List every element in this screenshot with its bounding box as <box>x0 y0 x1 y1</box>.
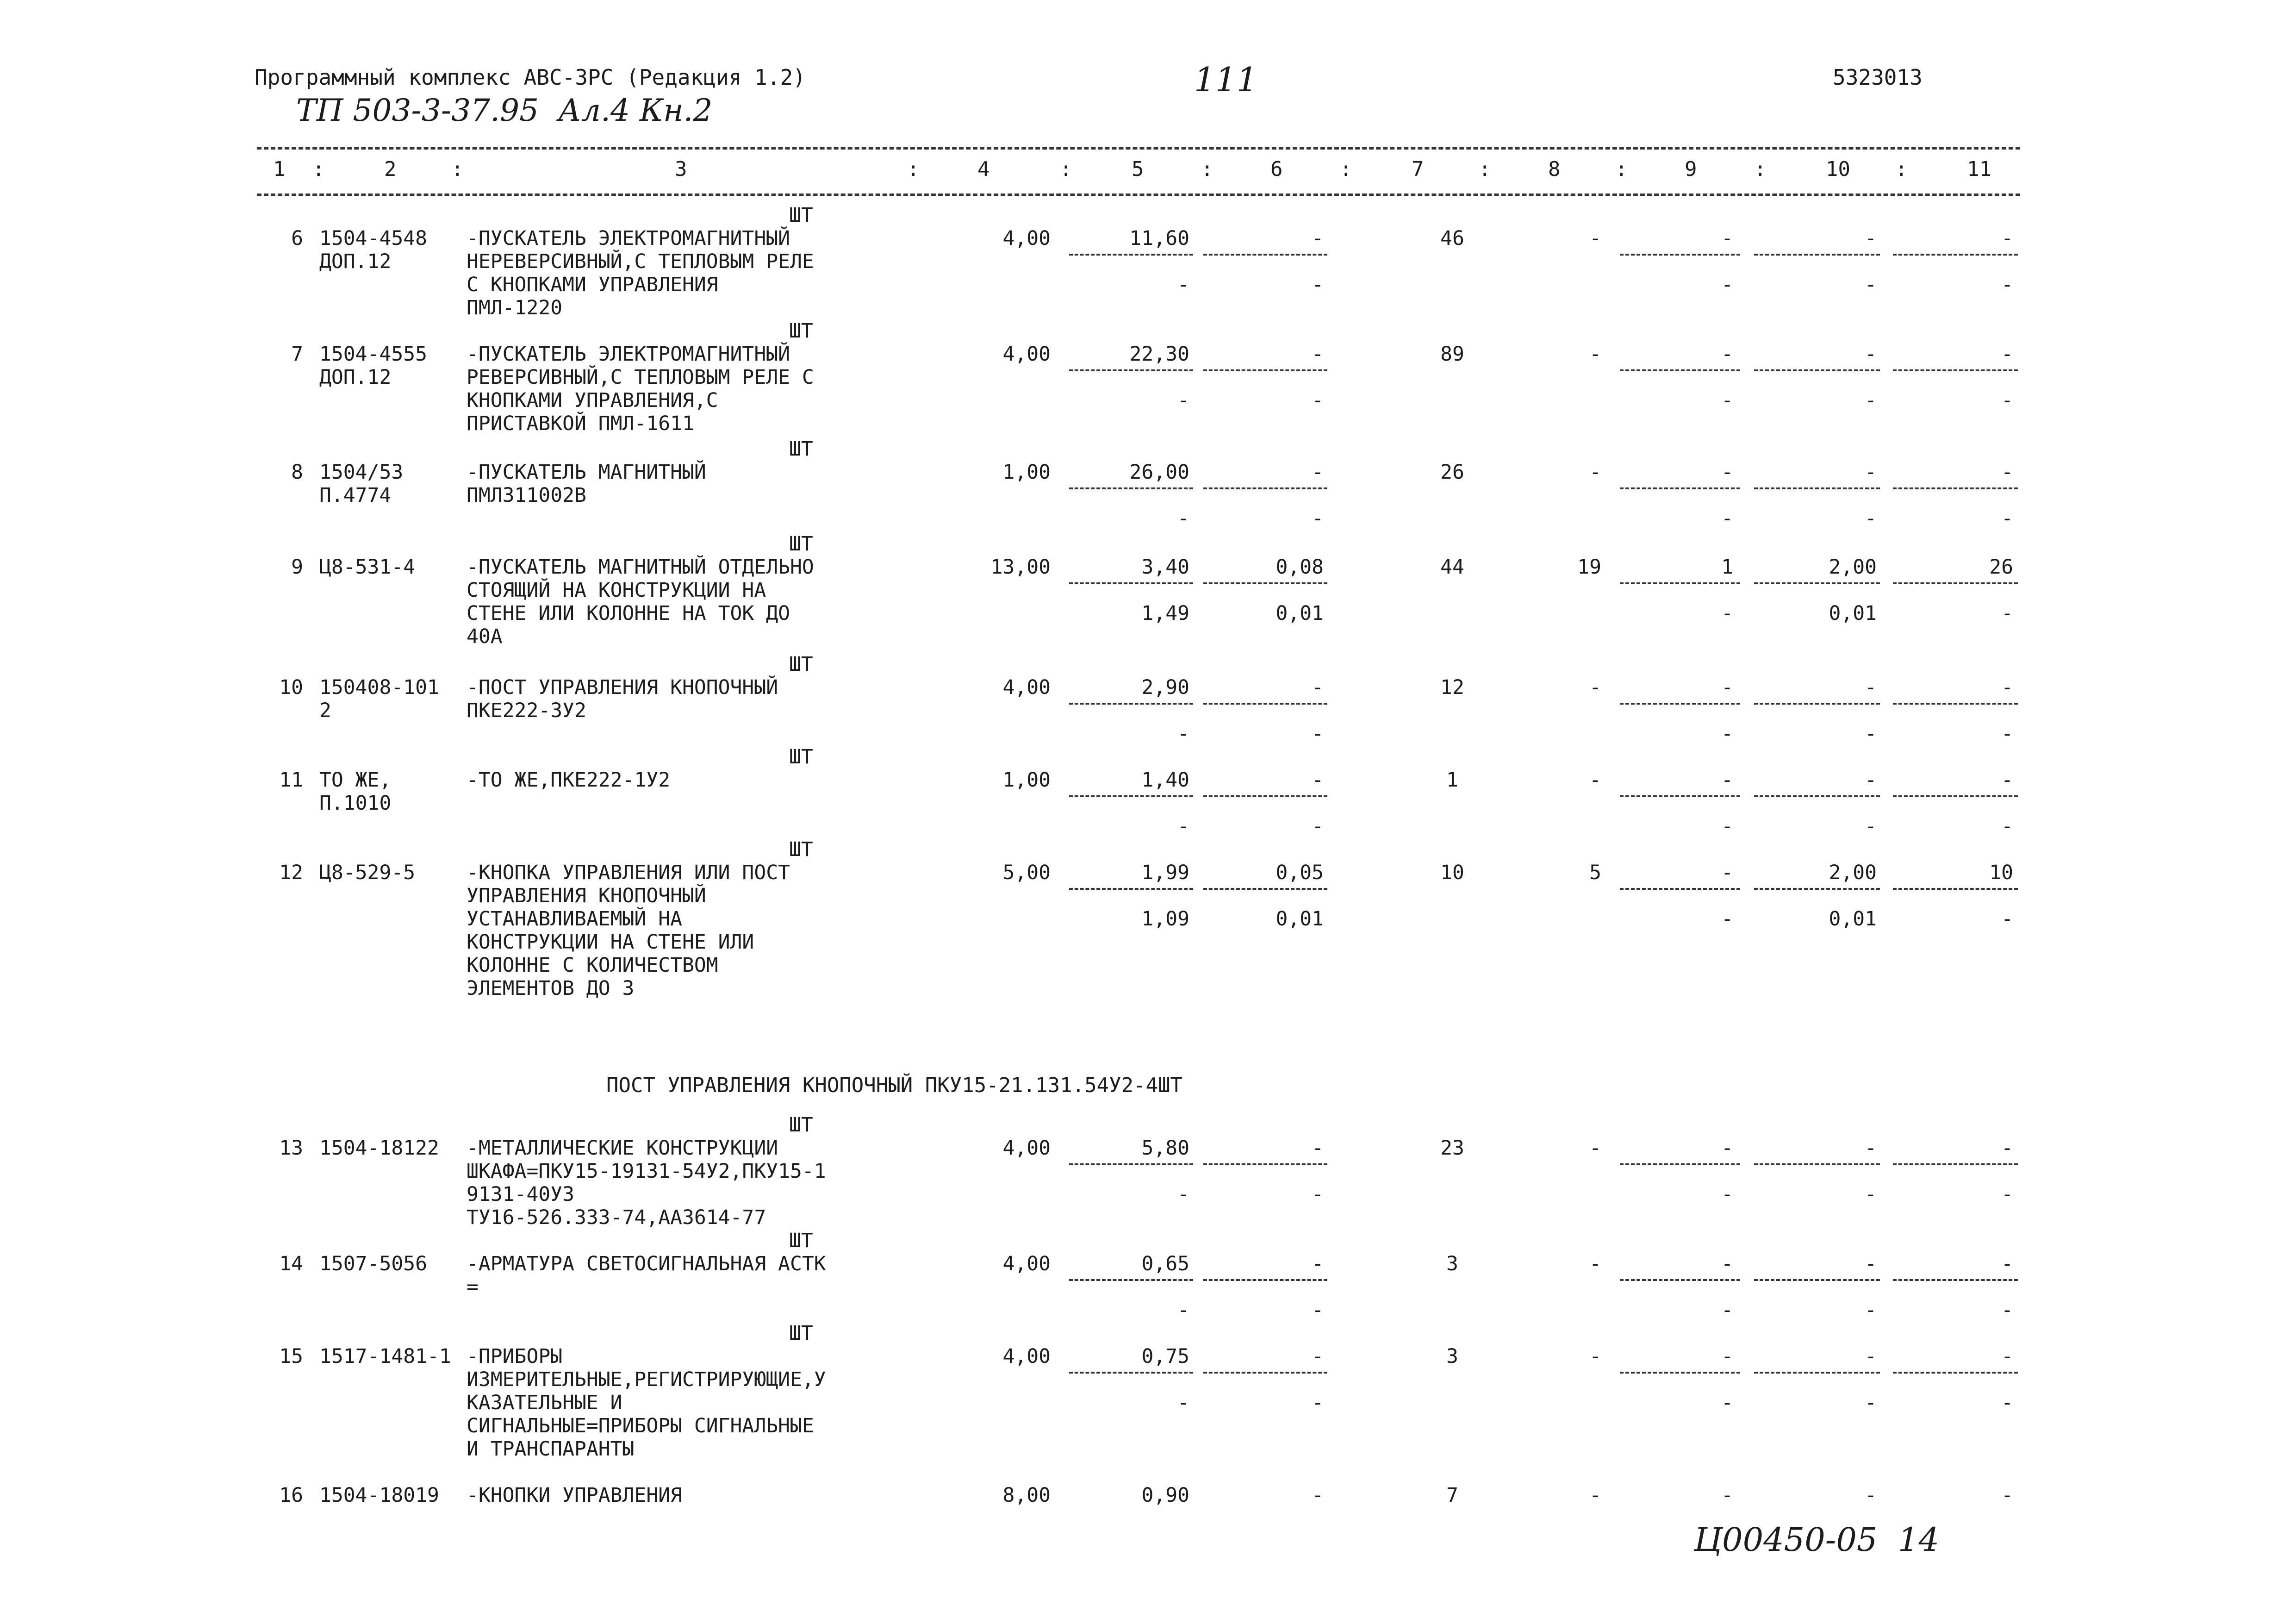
value-c6-lower: - <box>1312 507 1324 530</box>
column-number-11: 11 <box>1967 157 1991 181</box>
row-number: 6 <box>291 227 303 250</box>
value-c5: 3,40 <box>1141 556 1189 579</box>
resource-description: КОНСТРУКЦИИ НА СТЕНЕ ИЛИ <box>467 931 754 954</box>
cell-divider <box>1893 1372 2018 1374</box>
resource-description: = <box>467 1275 479 1299</box>
cell-divider <box>1069 795 1193 797</box>
cell-divider <box>1754 487 1880 489</box>
value-c7: 44 <box>1440 556 1464 579</box>
resource-description: СИГНАЛЬНЫЕ=ПРИБОРЫ СИГНАЛЬНЫЕ <box>467 1414 814 1437</box>
document-code: 5323013 <box>1833 65 1923 90</box>
value-c11: - <box>2001 768 2013 792</box>
cell-divider <box>1754 1279 1880 1281</box>
value-c7: 26 <box>1440 461 1464 484</box>
value-c9-lower: - <box>1721 1183 1733 1206</box>
value-c8: - <box>1589 227 1601 250</box>
value-c9-lower: - <box>1721 1391 1733 1414</box>
value-c9: - <box>1721 227 1733 250</box>
value-c9-lower: - <box>1721 1299 1733 1322</box>
value-c11: - <box>2001 227 2013 250</box>
quantity-value: 4,00 <box>1002 676 1051 699</box>
resource-code: 1517-1481-1 <box>319 1345 451 1368</box>
value-c9-lower: - <box>1721 389 1733 412</box>
value-c9-lower: - <box>1721 907 1733 931</box>
value-c11-lower: - <box>2001 907 2013 931</box>
cell-divider <box>1754 888 1880 890</box>
value-c8: - <box>1589 1252 1601 1275</box>
column-separator: : <box>312 157 325 181</box>
cell-divider <box>1620 888 1740 890</box>
value-c6: - <box>1312 768 1324 792</box>
value-c10: - <box>1865 676 1877 699</box>
cell-divider <box>1893 487 2018 489</box>
value-c7: 46 <box>1440 227 1464 250</box>
cell-divider <box>1620 703 1740 705</box>
value-c6: - <box>1312 227 1324 250</box>
unit-label: ШТ <box>789 653 813 676</box>
resource-description: 40А <box>467 625 503 648</box>
value-c5: 1,40 <box>1141 768 1189 792</box>
resource-code: ДОП.12 <box>319 366 392 389</box>
cell-divider <box>1203 795 1327 797</box>
value-c11: - <box>2001 1484 2013 1507</box>
resource-code: 2 <box>319 699 331 722</box>
value-c10: - <box>1865 343 1877 366</box>
resource-code: 1504-18122 <box>319 1137 439 1160</box>
column-separator: : <box>1754 157 1767 181</box>
value-c10-lower: - <box>1865 273 1877 296</box>
value-c8: - <box>1589 461 1601 484</box>
column-separator: : <box>451 157 464 181</box>
value-c11: - <box>2001 343 2013 366</box>
cell-divider <box>1620 1279 1740 1281</box>
value-c10: 2,00 <box>1829 861 1877 884</box>
cell-divider <box>1620 254 1740 256</box>
value-c5: 5,80 <box>1141 1137 1189 1160</box>
value-c10: - <box>1865 1345 1877 1368</box>
resource-code: ТО ЖЕ, <box>319 768 392 792</box>
resource-description: СТОЯЩИЙ НА КОНСТРУКЦИИ НА <box>467 579 766 602</box>
value-c10: - <box>1865 1484 1877 1507</box>
unit-label: ШТ <box>789 532 813 556</box>
value-c6-lower: - <box>1312 1299 1324 1322</box>
value-c9: - <box>1721 1137 1733 1160</box>
project-reference: ТП 503-3-37.95 Ал.4 Кн.2 <box>296 93 713 128</box>
resource-description: КОЛОННЕ С КОЛИЧЕСТВОМ <box>467 954 718 977</box>
resource-description: УСТАНАВЛИВАЕМЫЙ НА <box>467 907 682 931</box>
value-c11-lower: - <box>2001 1183 2013 1206</box>
resource-code: 150408-101 <box>319 676 439 699</box>
quantity-value: 8,00 <box>1002 1484 1051 1507</box>
value-c9: - <box>1721 676 1733 699</box>
resource-description: ЭЛЕМЕНТОВ ДО 3 <box>467 977 635 1000</box>
value-c7: 3 <box>1446 1345 1458 1368</box>
cell-divider <box>1893 1279 2018 1281</box>
resource-code: 1504/53 <box>319 461 404 484</box>
value-c10-lower: 0,01 <box>1829 602 1877 625</box>
value-c6: - <box>1312 461 1324 484</box>
value-c11: - <box>2001 461 2013 484</box>
cell-divider <box>1754 1163 1880 1165</box>
value-c9-lower: - <box>1721 815 1733 838</box>
value-c11: 26 <box>1989 556 2013 579</box>
value-c10-lower: - <box>1865 389 1877 412</box>
value-c8: 5 <box>1589 861 1601 884</box>
value-c10-lower: - <box>1865 1299 1877 1322</box>
value-c9: - <box>1721 768 1733 792</box>
value-c11-lower: - <box>2001 1299 2013 1322</box>
resource-code: 1504-4555 <box>319 343 427 366</box>
resource-description: -ПУСКАТЕЛЬ МАГНИТНЫЙ <box>467 461 706 484</box>
value-c7: 12 <box>1440 676 1464 699</box>
value-c10-lower: - <box>1865 507 1877 530</box>
cell-divider <box>1203 703 1327 705</box>
column-separator: : <box>1479 157 1491 181</box>
value-c9: - <box>1721 1345 1733 1368</box>
value-c7: 3 <box>1446 1252 1458 1275</box>
unit-label: ШТ <box>789 437 813 461</box>
column-separator: : <box>1340 157 1352 181</box>
resource-code: П.1010 <box>319 792 392 815</box>
program-header: Программный комплекс АВС-3РС (Редакция 1.2) <box>255 65 806 90</box>
value-c5-lower: 1,49 <box>1141 602 1189 625</box>
quantity-value: 5,00 <box>1002 861 1051 884</box>
value-c9-lower: - <box>1721 722 1733 745</box>
value-c5-lower: - <box>1177 1183 1189 1206</box>
value-c5-lower: - <box>1177 273 1189 296</box>
value-c9: - <box>1721 461 1733 484</box>
value-c8: - <box>1589 343 1601 366</box>
value-c6: - <box>1312 343 1324 366</box>
value-c9-lower: - <box>1721 273 1733 296</box>
value-c11-lower: - <box>2001 273 2013 296</box>
header-bottom-rule <box>257 194 2020 196</box>
value-c5: 26,00 <box>1129 461 1189 484</box>
row-number: 16 <box>279 1484 303 1507</box>
value-c9-lower: - <box>1721 602 1733 625</box>
value-c6-lower: - <box>1312 722 1324 745</box>
cell-divider <box>1754 1372 1880 1374</box>
page-number: 111 <box>1194 60 1258 99</box>
cell-divider <box>1754 369 1880 371</box>
cell-divider <box>1203 254 1327 256</box>
column-number-8: 8 <box>1548 157 1561 181</box>
cell-divider <box>1203 487 1327 489</box>
value-c9: - <box>1721 1484 1733 1507</box>
resource-description: -КНОПКИ УПРАВЛЕНИЯ <box>467 1484 682 1507</box>
quantity-value: 4,00 <box>1002 1345 1051 1368</box>
cell-divider <box>1893 582 2018 584</box>
quantity-value: 4,00 <box>1002 1252 1051 1275</box>
value-c11: - <box>2001 1252 2013 1275</box>
quantity-value: 4,00 <box>1002 227 1051 250</box>
value-c6-lower: - <box>1312 389 1324 412</box>
value-c6: - <box>1312 1252 1324 1275</box>
value-c10: - <box>1865 1252 1877 1275</box>
value-c10-lower: - <box>1865 1391 1877 1414</box>
value-c5-lower: 1,09 <box>1141 907 1189 931</box>
value-c8: - <box>1589 1345 1601 1368</box>
cell-divider <box>1203 1279 1327 1281</box>
value-c5: 11,60 <box>1129 227 1189 250</box>
quantity-value: 1,00 <box>1002 768 1051 792</box>
resource-description: ШКАФА=ПКУ15-19131-54У2,ПКУ15-1 <box>467 1160 826 1183</box>
column-number-7: 7 <box>1412 157 1424 181</box>
resource-code: 1504-18019 <box>319 1484 439 1507</box>
value-c6-lower: 0,01 <box>1276 907 1324 931</box>
resource-description: -ПУСКАТЕЛЬ ЭЛЕКТРОМАГНИТНЫЙ <box>467 227 790 250</box>
row-number: 11 <box>279 768 303 792</box>
resource-description: ИЗМЕРИТЕЛЬНЫЕ,РЕГИСТРИРУЮЩИЕ,У <box>467 1368 826 1391</box>
cell-divider <box>1069 1163 1193 1165</box>
cell-divider <box>1620 1372 1740 1374</box>
value-c11: 10 <box>1989 861 2013 884</box>
cell-divider <box>1620 582 1740 584</box>
resource-description: -КНОПКА УПРАВЛЕНИЯ ИЛИ ПОСТ <box>467 861 790 884</box>
value-c8: - <box>1589 1137 1601 1160</box>
cell-divider <box>1069 254 1193 256</box>
cell-divider <box>1069 888 1193 890</box>
value-c5-lower: - <box>1177 1391 1189 1414</box>
column-number-9: 9 <box>1685 157 1697 181</box>
value-c7: 7 <box>1446 1484 1458 1507</box>
section-title: ПОСТ УПРАВЛЕНИЯ КНОПОЧНЫЙ ПКУ15-21.131.54У2-4ШТ <box>606 1074 1183 1097</box>
value-c6-lower: - <box>1312 1391 1324 1414</box>
resource-description: -ПОСТ УПРАВЛЕНИЯ КНОПОЧНЫЙ <box>467 676 778 699</box>
cell-divider <box>1893 888 2018 890</box>
resource-code: П.4774 <box>319 484 392 507</box>
row-number: 8 <box>291 461 303 484</box>
unit-label: ШТ <box>789 838 813 861</box>
header-top-rule <box>257 147 2020 150</box>
value-c10: - <box>1865 768 1877 792</box>
cell-divider <box>1754 582 1880 584</box>
value-c9: - <box>1721 343 1733 366</box>
cell-divider <box>1893 703 2018 705</box>
cell-divider <box>1754 795 1880 797</box>
quantity-value: 1,00 <box>1002 461 1051 484</box>
column-separator: : <box>907 157 920 181</box>
value-c11: - <box>2001 1137 2013 1160</box>
value-c5-lower: - <box>1177 507 1189 530</box>
value-c9: - <box>1721 861 1733 884</box>
value-c5: 0,90 <box>1141 1484 1189 1507</box>
unit-label: ШТ <box>789 745 813 768</box>
value-c7: 89 <box>1440 343 1464 366</box>
value-c8: - <box>1589 676 1601 699</box>
value-c10: 2,00 <box>1829 556 1877 579</box>
cell-divider <box>1069 582 1193 584</box>
value-c9: 1 <box>1721 556 1733 579</box>
value-c11-lower: - <box>2001 815 2013 838</box>
value-c10: - <box>1865 227 1877 250</box>
resource-description: -ПУСКАТЕЛЬ МАГНИТНЫЙ ОТДЕЛЬНО <box>467 556 814 579</box>
resource-description: -ПРИБОРЫ <box>467 1345 563 1368</box>
column-number-6: 6 <box>1270 157 1283 181</box>
unit-label: ШТ <box>789 1322 813 1345</box>
column-separator: : <box>1615 157 1628 181</box>
resource-code: 1507-5056 <box>319 1252 427 1275</box>
value-c5: 22,30 <box>1129 343 1189 366</box>
value-c10-lower: - <box>1865 1183 1877 1206</box>
cell-divider <box>1620 487 1740 489</box>
value-c5: 2,90 <box>1141 676 1189 699</box>
value-c11-lower: - <box>2001 507 2013 530</box>
value-c10: - <box>1865 461 1877 484</box>
resource-description: -МЕТАЛЛИЧЕСКИЕ КОНСТРУКЦИИ <box>467 1137 778 1160</box>
value-c10: - <box>1865 1137 1877 1160</box>
value-c11-lower: - <box>2001 602 2013 625</box>
cell-divider <box>1893 1163 2018 1165</box>
row-number: 10 <box>279 676 303 699</box>
row-number: 12 <box>279 861 303 884</box>
value-c5-lower: - <box>1177 1299 1189 1322</box>
unit-label: ШТ <box>789 1229 813 1252</box>
column-number-1: 1 <box>273 157 286 181</box>
row-number: 13 <box>279 1137 303 1160</box>
value-c6-lower: - <box>1312 815 1324 838</box>
cell-divider <box>1203 888 1327 890</box>
value-c5-lower: - <box>1177 722 1189 745</box>
footer-handwritten-code: Ц00450-05 14 <box>1694 1521 1940 1559</box>
cell-divider <box>1620 795 1740 797</box>
resource-description: 9131-40У3 <box>467 1183 574 1206</box>
value-c5: 0,75 <box>1141 1345 1189 1368</box>
cell-divider <box>1069 1372 1193 1374</box>
cell-divider <box>1069 703 1193 705</box>
value-c6: - <box>1312 1345 1324 1368</box>
resource-code: Ц8-529-5 <box>319 861 416 884</box>
resource-description: -ТО ЖЕ,ПКЕ222-1У2 <box>467 768 671 792</box>
value-c6: - <box>1312 676 1324 699</box>
value-c9: - <box>1721 1252 1733 1275</box>
quantity-value: 4,00 <box>1002 343 1051 366</box>
value-c6: 0,05 <box>1276 861 1324 884</box>
value-c5-lower: - <box>1177 389 1189 412</box>
resource-description: КНОПКАМИ УПРАВЛЕНИЯ,С <box>467 389 718 412</box>
cell-divider <box>1893 795 2018 797</box>
value-c11: - <box>2001 1345 2013 1368</box>
row-number: 7 <box>291 343 303 366</box>
column-number-3: 3 <box>675 157 687 181</box>
cell-divider <box>1203 369 1327 371</box>
resource-description: СТЕНЕ ИЛИ КОЛОННЕ НА ТОК ДО <box>467 602 790 625</box>
column-separator: : <box>1201 157 1213 181</box>
resource-description: ПМЛ311002В <box>467 484 586 507</box>
resource-description: ПМЛ-1220 <box>467 296 563 319</box>
column-number-10: 10 <box>1826 157 1850 181</box>
resource-description: ПКЕ222-3У2 <box>467 699 586 722</box>
value-c7: 1 <box>1446 768 1458 792</box>
cell-divider <box>1620 1163 1740 1165</box>
value-c5: 1,99 <box>1141 861 1189 884</box>
value-c11-lower: - <box>2001 722 2013 745</box>
resource-code: ДОП.12 <box>319 250 392 273</box>
resource-code: 1504-4548 <box>319 227 427 250</box>
row-number: 15 <box>279 1345 303 1368</box>
unit-label: ШТ <box>789 319 813 343</box>
value-c9-lower: - <box>1721 507 1733 530</box>
cell-divider <box>1893 254 2018 256</box>
value-c10-lower: 0,01 <box>1829 907 1877 931</box>
row-number: 9 <box>291 556 303 579</box>
value-c6-lower: - <box>1312 1183 1324 1206</box>
cell-divider <box>1203 1163 1327 1165</box>
value-c6-lower: - <box>1312 273 1324 296</box>
value-c6-lower: 0,01 <box>1276 602 1324 625</box>
resource-description: ТУ16-526.333-74,АА3614-77 <box>467 1206 766 1229</box>
cell-divider <box>1069 1279 1193 1281</box>
value-c7: 10 <box>1440 861 1464 884</box>
value-c11-lower: - <box>2001 1391 2013 1414</box>
value-c10-lower: - <box>1865 722 1877 745</box>
cell-divider <box>1620 369 1740 371</box>
resource-description: С КНОПКАМИ УПРАВЛЕНИЯ <box>467 273 718 296</box>
cell-divider <box>1203 582 1327 584</box>
resource-description: -ПУСКАТЕЛЬ ЭЛЕКТРОМАГНИТНЫЙ <box>467 343 790 366</box>
resource-description: -АРМАТУРА СВЕТОСИГНАЛЬНАЯ АСТК <box>467 1252 826 1275</box>
row-number: 14 <box>279 1252 303 1275</box>
resource-description: ПРИСТАВКОЙ ПМЛ-1611 <box>467 412 694 435</box>
value-c6: - <box>1312 1137 1324 1160</box>
value-c10-lower: - <box>1865 815 1877 838</box>
value-c7: 23 <box>1440 1137 1464 1160</box>
value-c6: 0,08 <box>1276 556 1324 579</box>
resource-description: НЕРЕВЕРСИВНЫЙ,С ТЕПЛОВЫМ РЕЛЕ <box>467 250 814 273</box>
resource-code: Ц8-531-4 <box>319 556 416 579</box>
value-c6: - <box>1312 1484 1324 1507</box>
cell-divider <box>1893 369 2018 371</box>
value-c8: - <box>1589 1484 1601 1507</box>
resource-description: КАЗАТЕЛЬНЫЕ И <box>467 1391 622 1414</box>
cell-divider <box>1203 1372 1327 1374</box>
column-number-2: 2 <box>384 157 397 181</box>
cell-divider <box>1754 703 1880 705</box>
value-c5-lower: - <box>1177 815 1189 838</box>
cell-divider <box>1754 254 1880 256</box>
resource-description: УПРАВЛЕНИЯ КНОПОЧНЫЙ <box>467 884 706 907</box>
column-separator: : <box>1895 157 1908 181</box>
quantity-value: 13,00 <box>990 556 1051 579</box>
column-number-5: 5 <box>1132 157 1144 181</box>
unit-label: ШТ <box>789 204 813 227</box>
quantity-value: 4,00 <box>1002 1137 1051 1160</box>
column-separator: : <box>1060 157 1072 181</box>
unit-label: ШТ <box>789 1113 813 1137</box>
value-c8: - <box>1589 768 1601 792</box>
value-c5: 0,65 <box>1141 1252 1189 1275</box>
value-c8: 19 <box>1577 556 1601 579</box>
column-number-4: 4 <box>977 157 990 181</box>
resource-description: РЕВЕРСИВНЫЙ,С ТЕПЛОВЫМ РЕЛЕ С <box>467 366 814 389</box>
resource-description: И ТРАНСПАРАНТЫ <box>467 1437 635 1461</box>
value-c11: - <box>2001 676 2013 699</box>
cell-divider <box>1069 487 1193 489</box>
value-c11-lower: - <box>2001 389 2013 412</box>
cell-divider <box>1069 369 1193 371</box>
